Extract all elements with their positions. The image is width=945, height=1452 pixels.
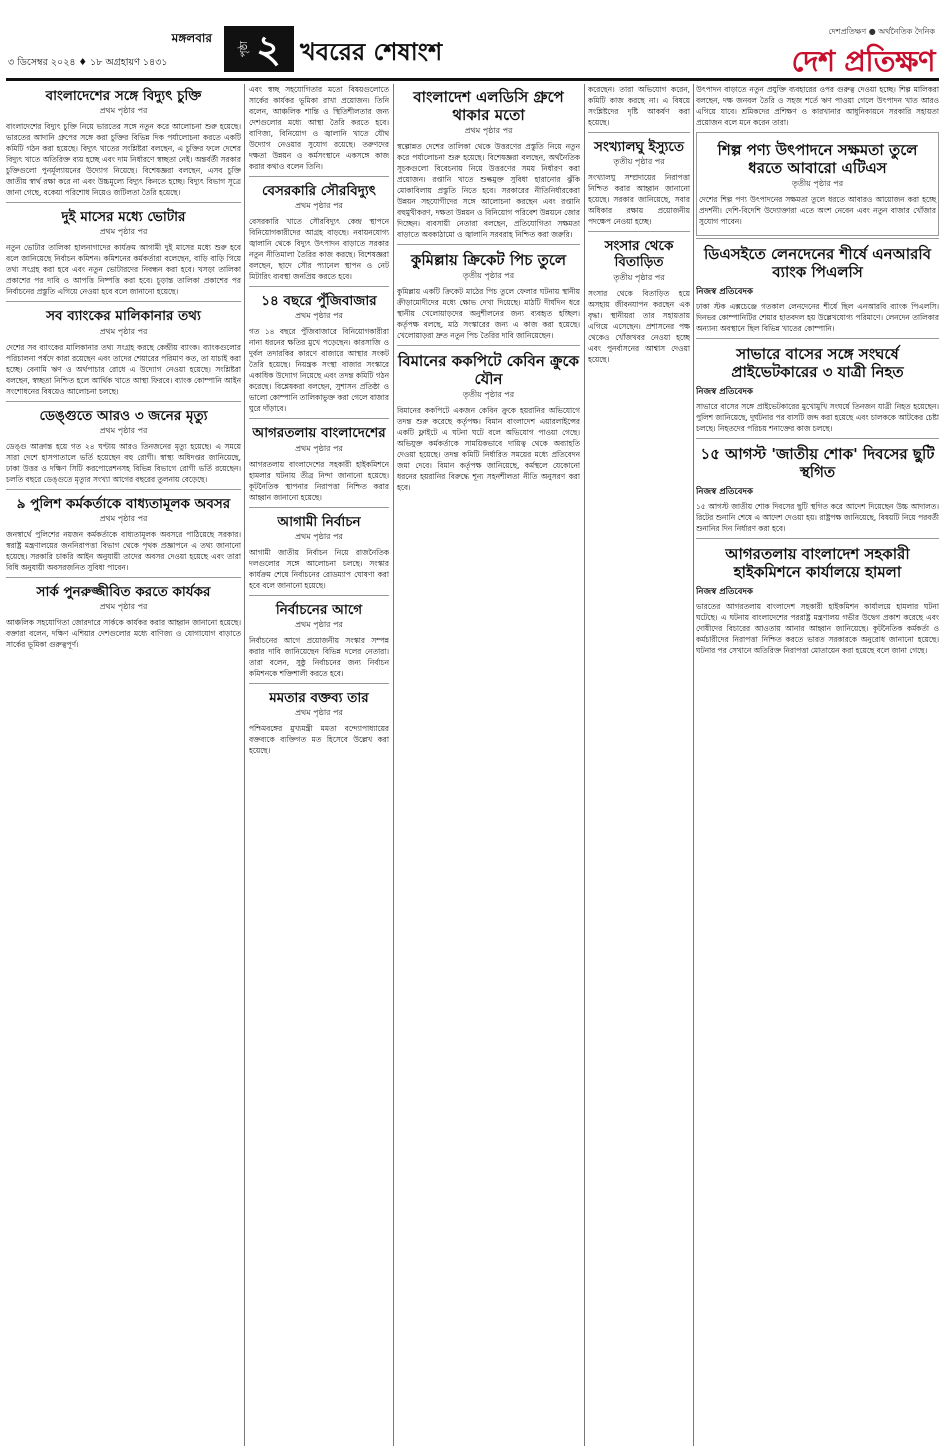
article-body: সাভারে বাসের সঙ্গে প্রাইভেটকারের মুখোমুখি সংঘর্ষে তিনজন যাত্রী নিহত হয়েছেন। পুলিশ জানিয়েছে, দুর্ঘটনার পর বাসটি জব্দ করা হয়েছে এবং চালককে আটকের চেষ্টা চলছে। নিহতদের পরিচয় শনাক্তের কাজ চলছে।: [696, 402, 939, 433]
column-divider: [693, 84, 694, 1446]
article-minority-issue: [588, 132, 690, 227]
article-ldc-group: [397, 88, 580, 240]
article-body: সংসার থেকে বিতাড়িত হয়ে অসহায় জীবনযাপন করছেন এক বৃদ্ধা। স্থানীয়রা তার সহায়তায় এগিয়ে এসেছেন। প্রশাসনের পক্ষ থেকেও খোঁজখবর নেওয়া হচ্ছে এবং পুনর্বাসনের আশ্বাস দেওয়া হয়েছে।: [588, 288, 690, 364]
article-before-election: [249, 595, 389, 679]
byline: নিজস্ব প্রতিবেদক: [696, 587, 753, 597]
headline: আগরতলায় বাংলাদেশের: [252, 425, 386, 442]
article-august-holiday: [696, 438, 939, 534]
page-word: পৃষ্ঠা: [239, 40, 251, 58]
headline: ডিএসইতে লেনদেনের শীর্ষে এনআরবি ব্যাংক পিএলসি: [704, 245, 931, 281]
article-police-retirement: [6, 489, 241, 573]
continuation-note: প্রথম পৃষ্ঠার পর: [295, 443, 343, 453]
article-capital-market: [249, 286, 389, 414]
article-body: সংখ্যালঘু সম্প্রদায়ের নিরাপত্তা নিশ্চিত করার আহ্বান জানানো হয়েছে। সরকার জানিয়েছে, সবার অধিকার রক্ষায় প্রয়োজনীয় পদক্ষেপ নেওয়া হচ্ছে।: [588, 173, 690, 227]
byline: নিজস্ব প্রতিবেদক: [696, 387, 753, 397]
article-body: ১৫ আগস্ট জাতীয় শোক দিবসের ছুটি স্থগিত করে আদেশ দিয়েছেন উচ্চ আদালত। রিটের শুনানি শেষে এ আদেশ দেওয়া হয়। রাষ্ট্রপক্ষ জানিয়েছে, বিষয়টি নিয়ে পরবর্তী শুনানির দিন নির্ধারণ করা হবে।: [696, 502, 939, 533]
article-agartala-attack: [696, 538, 939, 656]
article-body: ভারতের আগরতলায় বাংলাদেশ সহকারী হাইকমিশন কার্যালয়ে হামলার ঘটনা ঘটেছে। এ ঘটনায় বাংলাদেশের পররাষ্ট্র মন্ত্রণালয় গভীর উদ্বেগ প্রকাশ করেছে এবং দোষীদের বিচারের আওতায় আনার আহ্বান জানিয়েছে। কূটনৈতিক কর্মকর্তা ও কর্মচারীদের নিরাপত্তা নিশ্চিত করতে ভারত সরকারকে অনুরোধ জানানো হয়েছে। ঘটনার পর সেখানে অতিরিক্ত নিরাপত্তা মোতায়েন করা হয়েছে বলে জানা গেছে।: [696, 602, 939, 655]
headline: বাংলাদেশ এলডিসি গ্রুপে থাকার মতো: [413, 88, 564, 124]
continuation-note: তৃতীয় পৃষ্ঠার পর: [462, 390, 515, 399]
article-body: করেছেন। তারা অভিযোগ করেন, কমিটি কাজ করছে না। এ বিষয়ে সংশ্লিষ্টদের দৃষ্টি আকর্ষণ করা হয়েছে।: [588, 85, 690, 127]
masthead-rule: [6, 78, 939, 81]
continuation-note: প্রথম পৃষ্ঠার পর: [99, 227, 148, 237]
article-savar-accident: [696, 338, 939, 434]
continuation-note: প্রথম পৃষ্ঠার পর: [295, 619, 343, 629]
continuation-note: প্রথম পৃষ্ঠার পর: [295, 311, 343, 321]
article-biman-cockpit: [397, 345, 580, 493]
headline: নির্বাচনের আগে: [275, 601, 363, 618]
headline: ডেঙ্গুতে আরও ৩ জনের মৃত্যু: [39, 407, 208, 424]
headline: বাংলাদেশের সঙ্গে বিদ্যুৎ চুক্তি: [45, 88, 202, 104]
article-body: বেসরকারি খাতে সৌরবিদ্যুৎ কেন্দ্র স্থাপনে বিনিয়োগকারীদের আগ্রহ বাড়ছে। নবায়নযোগ্য জ্বালানি থেকে বিদ্যুৎ উৎপাদন বাড়াতে সরকার নতুন নীতিমালা তৈরির কাজ করছে। বিশেষজ্ঞরা বলছেন, ছাদে সৌর প্যানেল স্থাপন ও নেট মিটারিং ব্যবস্থা জনপ্রিয় করতে হবে।: [249, 217, 389, 282]
article-body: আগামী জাতীয় নির্বাচন নিয়ে রাজনৈতিক দলগুলোর সঙ্গে আলোচনা চলছে। সংস্কার কার্যক্রম শেষে নির্বাচনের রোডম্যাপ ঘোষণা করা হবে বলে জানানো হয়েছে।: [249, 547, 389, 590]
article-body: জনস্বার্থে পুলিশের নয়জন কর্মকর্তাকে বাধ্যতামূলক অবসরে পাঠিয়েছে সরকার। স্বরাষ্ট্র মন্ত্রণালয়ের জননিরাপত্তা বিভাগ থেকে পৃথক প্রজ্ঞাপনে এ তথ্য জানানো হয়েছে। সরকারি চাকরি আইন অনুযায়ী তাদের অবসর দেওয়া হয়েছে এবং তারা বিধি অনুযায়ী অবসরজনিত সুবিধা পাবেন।: [6, 529, 241, 572]
continuation-note: প্রথম পৃষ্ঠার পর: [99, 106, 148, 116]
article-body: বিমানের ককপিটে একজন কেবিন ক্রুকে হয়রানির অভিযোগে তদন্ত শুরু করেছে কর্তৃপক্ষ। বিমান বাংলাদেশ এয়ারলাইন্সের একটি ফ্লাইটে এ ঘটনা ঘটে বলে অভিযোগ পাওয়া গেছে। অভিযুক্ত কর্মকর্তাকে সাময়িকভাবে দায়িত্ব থেকে অব্যাহতি দেওয়া হয়েছে। তদন্ত কমিটি নির্ধারিত সময়ের মধ্যে প্রতিবেদন জমা দেবে। বিমান কর্তৃপক্ষ জানিয়েছে, কর্মস্থলে যেকোনো ধরনের হয়রানির বিরুদ্ধে শূন্য সহনশীলতা নীতি অনুসরণ করা হবে।: [397, 406, 580, 492]
article-body: আগরতলায় বাংলাদেশের সহকারী হাইকমিশনে হামলার ঘটনায় তীব্র নিন্দা জানানো হয়েছে। কূটনৈতিক স্থাপনার নিরাপত্তা নিশ্চিত করার আহ্বান জানানো হয়েছে।: [249, 459, 389, 502]
article-bangladesh-power-deal: [6, 88, 241, 198]
article-next-election: [249, 507, 389, 591]
article-evicted-family: [588, 231, 690, 364]
article-saarc: [6, 577, 241, 650]
article-dengue: [6, 401, 241, 485]
newspaper-logo: দেশ প্রতিক্ষণ: [791, 44, 935, 78]
brand-tagline: দেশপ্রতিক্ষণ ● অর্থনৈতিক দৈনিক: [828, 27, 935, 36]
continuation-note: তৃতীয় পৃষ্ঠার পর: [462, 271, 515, 280]
headline: বেসরকারি সৌরবিদ্যুৎ: [262, 183, 376, 199]
column-1: [6, 84, 241, 1446]
issue-day: মঙ্গলবার: [171, 31, 212, 45]
continuation-note: প্রথম পৃষ্ঠার পর: [99, 326, 148, 336]
article-body: ডেঙ্গু আক্রান্ত হয়ে গত ২৪ ঘণ্টায় আরও তিনজনের মৃত্যু হয়েছে। এ সময়ে সারা দেশে হাসপাতালে ভর্তি হয়েছেন বহু রোগী। স্বাস্থ্য অধিদপ্তর জানিয়েছে, ঢাকা উত্তর ও দক্ষিণ সিটি করপোরেশনসহ বিভিন্ন বিভাগে রোগী ভর্তি রয়েছেন। চলতি বছরে ডেঙ্গুতে মৃত্যুর সংখ্যা আগের বছরের তুলনায় বেড়েছে।: [6, 441, 241, 484]
article-body: পশ্চিমবঙ্গের মুখ্যমন্ত্রী মমতা বন্দ্যোপাধ্যায়ের বক্তব্যকে ব্যক্তিগত মত হিসেবে উল্লেখ করা হয়েছে।: [249, 724, 389, 756]
continuation-note: তৃতীয় পৃষ্ঠার পর: [613, 157, 665, 167]
masthead-left: [8, 30, 218, 71]
article-agartala: [249, 418, 389, 502]
column-divider: [393, 84, 394, 1446]
column-2: [249, 84, 389, 1446]
continuation-note: প্রথম পৃষ্ঠার পর: [295, 201, 343, 211]
masthead: [0, 0, 945, 82]
article-body: আঞ্চলিক সহযোগিতা জোরদারে সার্ককে কার্যকর করার আহ্বান জানানো হয়েছে। বক্তারা বলেন, দক্ষিণ এশিয়ার দেশগুলোর মধ্যে বাণিজ্য ও যোগাযোগ বাড়াতে সার্কের ভূমিকা গুরুত্বপূর্ণ।: [6, 618, 241, 650]
byline: নিজস্ব প্রতিবেদক: [696, 487, 753, 497]
section-title: খবরের শেষাংশ: [300, 38, 443, 66]
headline: শিল্প পণ্য উৎপাদনে সক্ষমতা তুলে ধরতে আবারো এটিএস: [717, 141, 918, 177]
headline: সব ব্যাংকের মালিকানার তথ্য: [46, 308, 201, 325]
continuation-note: প্রথম পৃষ্ঠার পর: [99, 513, 148, 523]
column-3: [397, 84, 580, 1446]
article-body: কুমিল্লায় একটি ক্রিকেট মাঠের পিচ তুলে ফেলার ঘটনায় স্থানীয় ক্রীড়ামোদীদের মধ্যে ক্ষোভ দেখা দিয়েছে। মাঠটি দীর্ঘদিন ধরে স্থানীয় খেলোয়াড়দের অনুশীলনের জন্য ব্যবহৃত হচ্ছিল। কর্তৃপক্ষ বলছে, মাঠ সংস্কারের জন্য এ কাজ করা হয়েছে। খেলোয়াড়রা দ্রুত নতুন পিচ তৈরির দাবি জানিয়েছেন।: [397, 287, 580, 340]
article-dse-nrb-bank: [696, 238, 939, 334]
article-voter-list: [6, 202, 241, 297]
article-body: এবং স্বচ্ছ সহযোগিতার মতো বিষয়গুলোতে সার্কের কার্যকর ভূমিকা রাখা প্রয়োজন। তিনি বলেন, আঞ্চলিক শান্তি ও স্থিতিশীলতার জন্য দেশগুলোর মধ্যে আস্থা তৈরি করতে হবে। বাণিজ্য, বিনিয়োগ ও জ্বালানি খাতে যৌথ উদ্যোগ নেওয়ার সুযোগ রয়েছে। তরুণদের দক্ষতা উন্নয়ন ও কর্মসংস্থানে একসঙ্গে কাজ করার কথাও বলেন তিনি।: [249, 85, 389, 171]
column-4: [588, 84, 690, 1446]
column-divider: [244, 84, 245, 1446]
article-comilla-pitch: [397, 244, 580, 341]
headline: ৯ পুলিশ কর্মকর্তাকে বাধ্যতামূলক অবসর: [16, 495, 231, 512]
continuation-note: তৃতীয় পৃষ্ঠার পর: [613, 272, 665, 282]
column-divider: [584, 84, 585, 1446]
headline: সংখ্যালঘু ইস্যুতে: [594, 139, 684, 155]
article-body: দেশের শিল্প পণ্য উৎপাদনের সক্ষমতা তুলে ধরতে আবারও আয়োজন করা হচ্ছে প্রদর্শনী। দেশি-বিদেশি উদ্যোক্তারা এতে অংশ নেবেন এবং নতুন বাজার খোঁজার সুযোগ পাবেন।: [699, 195, 936, 226]
continuation-note: প্রথম পৃষ্ঠার পর: [464, 126, 513, 135]
continuation-note: তৃতীয় পৃষ্ঠার পর: [791, 179, 844, 188]
continuation-note: প্রথম পৃষ্ঠার পর: [99, 602, 148, 612]
headline: সংসার থেকে বিতাড়িত: [604, 238, 674, 271]
headline: মমতার বক্তব্য তার: [269, 689, 369, 706]
article-industrial-production: [696, 132, 939, 236]
column-5: [696, 84, 939, 1446]
issue-date: ৩ ডিসেম্বর ২০২৪ ♦ ১৮ অগ্রহায়ণ ১৪৩১: [8, 57, 168, 68]
headline: আগরতলায় বাংলাদেশ সহকারী হাইকমিশনে কার্যালয়ে হামলা: [725, 545, 910, 581]
article-body: গত ১৪ বছরে পুঁজিবাজারে বিনিয়োগকারীরা নানা ধরনের ক্ষতির মুখে পড়েছেন। কারসাজি ও দুর্বল তদারকির কারণে বাজারে আস্থার সংকট তৈরি হয়েছে। নিয়ন্ত্রক সংস্থা বাজার সংস্কারে একাধিক উদ্যোগ নিয়েছে এবং তদন্ত কমিটি গঠন করেছে। বিশ্লেষকরা বলছেন, সুশাসন প্রতিষ্ঠা ও ভালো কোম্পানি তালিকাভুক্ত করা গেলে বাজার ঘুরে দাঁড়াবে।: [249, 327, 389, 414]
article-bank-ownership: [6, 301, 241, 396]
article-body: বাংলাদেশের বিদ্যুৎ চুক্তি নিয়ে ভারতের সঙ্গে নতুন করে আলোচনা শুরু হয়েছে। ভারতের আদানি গ্রুপের সঙ্গে করা চুক্তির বিভিন্ন দিক পর্যালোচনা করতে একটি কমিটি গঠন করা হয়েছে। বিদ্যুৎ খাতের সংশ্লিষ্টরা বলছেন, এ চুক্তির ফলে দেশের বিদ্যুৎ খাতে অতিরিক্ত ব্যয় হচ্ছে এবং দাম নির্ধারণে স্বচ্ছতা নেই। অন্তর্বর্তী সরকার চুক্তিগুলো পুনর্মূল্যায়নের উদ্যোগ নিয়েছে। বিশেষজ্ঞরা বলছেন, এসব চুক্তি জাতীয় স্বার্থ রক্ষা করে না এবং উচ্চমূল্যে বিদ্যুৎ কিনতে হচ্ছে। বিদ্যুৎ বিভাগ সূত্রে জানা গেছে, বকেয়া পরিশোধ নিয়েও জটিলতা তৈরি হয়েছে।: [6, 122, 241, 198]
headline: দুই মাসের মধ্যে ভোটার: [61, 209, 186, 226]
page-number: ২: [256, 27, 281, 71]
headline: বিমানের ককপিটে কেবিন ক্রুকে যৌন: [397, 352, 580, 388]
article-solar-power: [249, 176, 389, 282]
page-number-box: [224, 26, 294, 72]
article-mamata: [249, 683, 389, 756]
headline: আগামী নির্বাচন: [277, 513, 361, 530]
article-body: উৎপাদন বাড়াতে নতুন প্রযুক্তি ব্যবহারের ওপর গুরুত্ব দেওয়া হচ্ছে। শিল্প মালিকরা বলছেন, দক্ষ জনবল তৈরি ও সহজ শর্তে ঋণ পাওয়া গেলে উৎপাদন খাত আরও এগিয়ে যাবে। শ্রমিকদের প্রশিক্ষণ ও কারখানার আধুনিকায়নে সরকারি সহায়তা প্রয়োজন বলে মনে করেন তারা।: [696, 85, 939, 127]
headline: সার্ক পুনরুজ্জীবিত করতে কার্যকর: [36, 583, 211, 600]
continuation-note: প্রথম পৃষ্ঠার পর: [295, 708, 343, 718]
headline: সাভারে বাসের সঙ্গে সংঘর্ষে প্রাইভেটকারের ৩ যাত্রী নিহত: [731, 345, 904, 381]
headline: ১৪ বছরে পুঁজিবাজার: [261, 293, 377, 310]
headline: কুমিল্লায় ক্রিকেট পিচ তুলে: [410, 251, 567, 269]
article-body: নির্বাচনের আগে প্রয়োজনীয় সংস্কার সম্পন্ন করার দাবি জানিয়েছেন বিভিন্ন দলের নেতারা। তারা বলেন, সুষ্ঠু নির্বাচনের জন্য নির্বাচন কমিশনকে শক্তিশালী করতে হবে।: [249, 635, 389, 678]
article-body: নতুন ভোটার তালিকা হালনাগাদের কার্যক্রম আগামী দুই মাসের মধ্যে শুরু হবে বলে জানিয়েছে নির্বাচন কমিশন। কমিশনের কর্মকর্তারা বলেছেন, বাড়ি বাড়ি গিয়ে তথ্য সংগ্রহ করা হবে এবং নতুন ভোটারদের নিবন্ধন করা হবে। খসড়া তালিকা প্রকাশের পর দাবি ও আপত্তি নিষ্পত্তি করা হবে। চূড়ান্ত তালিকা প্রকাশের পর নির্বাচনের প্রস্তুতি এগিয়ে নেওয়া হবে বলে জানানো হয়েছে।: [6, 243, 241, 297]
continuation-note: প্রথম পৃষ্ঠার পর: [295, 531, 343, 541]
byline: নিজস্ব প্রতিবেদক: [696, 287, 753, 297]
headline: ১৫ আগস্ট 'জাতীয় শোক' দিবসের ছুটি স্থগিত: [700, 445, 935, 481]
article-body: দেশের সব ব্যাংকের মালিকানার তথ্য সংগ্রহ করছে কেন্দ্রীয় ব্যাংক। ব্যাংকগুলোর পরিচালনা পর্ষদে কারা রয়েছেন এবং তাদের শেয়ারের পরিমাণ কত, তা যাচাই করা হচ্ছে। বেনামি ঋণ ও অর্থপাচার রোধে এ উদ্যোগ নেওয়া হয়েছে। সংশ্লিষ্টরা বলছেন, স্বচ্ছতা নিশ্চিত হলে আর্থিক খাতে আস্থা ফিরবে। ব্যাংক কোম্পানি আইন সংশোধনের বিষয়েও আলোচনা চলছে।: [6, 342, 241, 396]
article-body: স্বল্পোন্নত দেশের তালিকা থেকে উত্তরণের প্রস্তুতি নিয়ে নতুন করে পর্যালোচনা শুরু হয়েছে। বিশেষজ্ঞরা বলছেন, অর্থনৈতিক সূচকগুলো বিবেচনায় নিয়ে উত্তরণের সময় নির্ধারণ করা প্রয়োজন। রপ্তানি খাতে শুল্কমুক্ত সুবিধা হারানোর ঝুঁকি মোকাবিলায় প্রস্তুতি নিতে হবে। সরকারের নীতিনির্ধারকেরা উন্নয়ন সহযোগীদের সঙ্গে আলোচনা করছেন এবং রপ্তানি বহুমুখীকরণ, দক্ষতা উন্নয়ন ও বিনিয়োগ পরিবেশ উন্নয়নে জোর দিচ্ছেন। ব্যবসায়ী নেতারা বলছেন, প্রতিযোগিতা সক্ষমতা বাড়াতে অবকাঠামো ও জ্বালানি সরবরাহ নিশ্চিত করা জরুরি।: [397, 142, 580, 239]
continuation-note: প্রথম পৃষ্ঠার পর: [99, 425, 148, 435]
article-body: ঢাকা স্টক এক্সচেঞ্জে গতকাল লেনদেনের শীর্ষে ছিল এনআরবি ব্যাংক পিএলসি। দিনভর কোম্পানিটির শেয়ার হাতবদল হয় উল্লেখযোগ্য পরিমাণে। লেনদেন তালিকার অন্যান্য অবস্থানে ছিল বিভিন্ন খাতের কোম্পানি।: [696, 302, 939, 333]
